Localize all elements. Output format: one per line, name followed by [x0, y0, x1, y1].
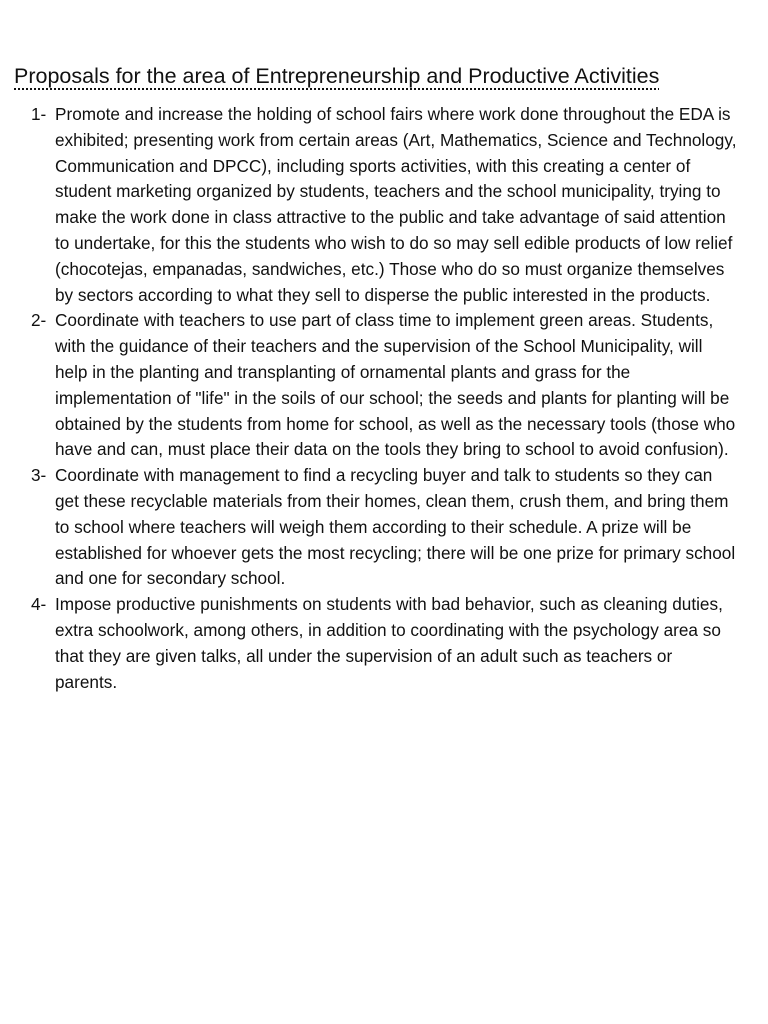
list-item — [31, 102, 737, 308]
list-item-text: Promote and increase the holding of school fairs where work done throughout the EDA is exhibited; presenting work from certain areas (Art, Mathematics, Science and Technology, Communication and DPCC), including sports activities, with this creating a center of student marketing organized by students, teachers and the school municipality, trying to make the work done in class attractive to the public and take advantage of said attention to undertake, for this the students who wish to do so may sell edible products of low relief (chocotejas, empanadas, sandwiches, etc.) Those who do so must organize themselves by sectors according to what they sell to disperse the public interested in the products. — [55, 104, 737, 305]
list-item-text: Coordinate with teachers to use part of class time to implement green areas. Students, with the guidance of their teachers and the supervision of the School Municipality, will help in the planting and transplanting of ornamental plants and grass for the implementation of "life" in the soils of our school; the seeds and plants for planting will be obtained by the students from home for school, as well as the necessary tools (those who have and can, must place their data on the tools they bring to school to avoid confusion). — [55, 310, 736, 460]
list-item — [31, 463, 737, 592]
list-item-number: 2- — [31, 310, 47, 331]
page-title: Proposals for the area of Entrepreneurship and Productive Activities — [14, 64, 660, 88]
list-item-number: 4- — [31, 594, 47, 615]
list-item-text: Impose productive punishments on students with bad behavior, such as cleaning duties, extra schoolwork, among others, in addition to coordinating with the psychology area so that they are given talks, all under the supervision of an adult such as teachers or parents. — [55, 594, 723, 692]
list-item-text: Coordinate with management to find a recycling buyer and talk to students so they can get these recyclable materials from their homes, clean them, crush them, and bring them to school where teachers will weigh them according to their schedule. A prize will be established for whoever gets the most recycling; there will be one prize for primary school and one for secondary school. — [55, 465, 736, 589]
list-item-number: 3- — [31, 465, 47, 486]
list-item-number: 1- — [31, 104, 47, 124]
list-item — [31, 592, 737, 695]
proposal-list — [31, 102, 737, 695]
list-item — [31, 308, 737, 463]
